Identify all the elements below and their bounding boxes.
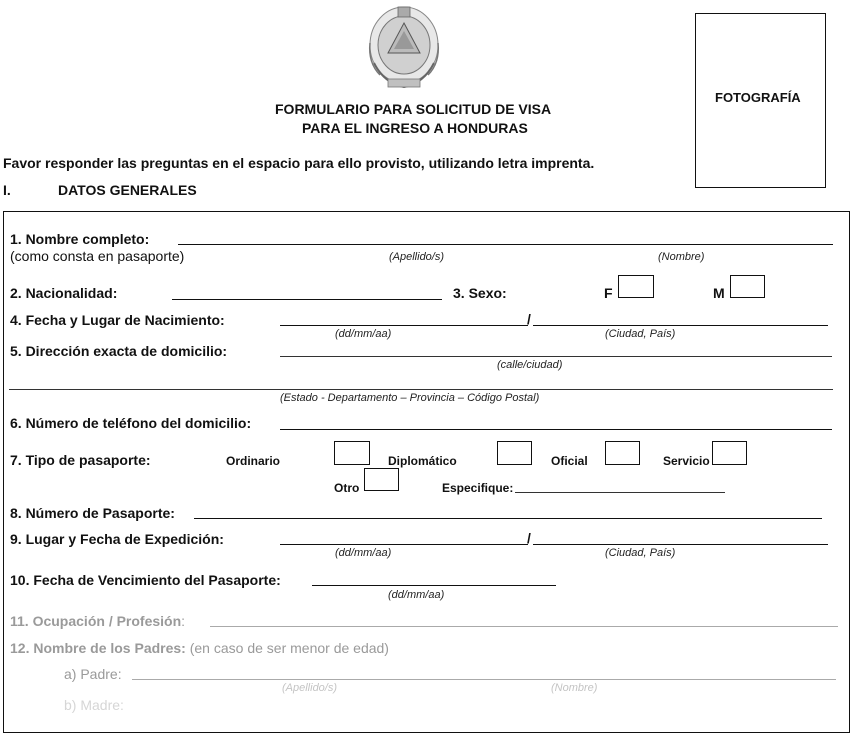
passport-type-otro-label: Otro (334, 481, 360, 495)
field-5-hint-street: (calle/ciudad) (497, 359, 563, 371)
instructions-text: Favor responder las preguntas en el espacio para ello provisto, utilizando letra imprenta. (3, 155, 595, 171)
field-1-hint-apellido: (Apellido/s) (389, 251, 445, 263)
passport-type-servicio-label: Servicio (663, 454, 710, 468)
field-10-hint-date: (dd/mm/aa) (388, 589, 445, 601)
form-title-line1: FORMULARIO PARA SOLICITUD DE VISA (275, 101, 552, 117)
passport-type-specify-line[interactable] (515, 492, 725, 493)
field-4-date-line[interactable] (280, 325, 528, 326)
sex-option-f-label: F (604, 285, 613, 301)
field-12a-label: a) Padre: (64, 666, 122, 682)
field-4-label: 4. Fecha y Lugar de Nacimiento: (10, 312, 225, 328)
field-12-label: 12. Nombre de los Padres: (en caso de ser menor de edad) (10, 640, 389, 656)
field-9-date-line[interactable] (280, 544, 528, 545)
field-2-input-line[interactable] (172, 299, 442, 300)
field-5-street-line[interactable] (280, 356, 832, 357)
field-12a-input-line[interactable] (132, 679, 836, 680)
field-5-hint-region: (Estado - Departamento – Provincia – Código Postal) (280, 392, 540, 404)
sex-f-checkbox[interactable] (618, 275, 654, 298)
field-4-hint-city: (Ciudad, País) (605, 328, 676, 340)
form-title-line2: PARA EL INGRESO A HONDURAS (302, 120, 528, 136)
passport-type-ordinario-checkbox[interactable] (334, 441, 370, 465)
field-10-label: 10. Fecha de Vencimiento del Pasaporte: (10, 572, 281, 588)
section-title: DATOS GENERALES (58, 182, 197, 198)
field-9-place-line[interactable] (533, 544, 828, 545)
passport-type-oficial-checkbox[interactable] (605, 441, 640, 465)
field-10-input-line[interactable] (312, 585, 556, 586)
field-1-input-line[interactable] (178, 244, 833, 245)
field-9-hint-date: (dd/mm/aa) (335, 547, 392, 559)
field-9-label: 9. Lugar y Fecha de Expedición: (10, 531, 224, 547)
field-8-input-line[interactable] (194, 518, 822, 519)
field-4-place-line[interactable] (533, 325, 828, 326)
field-4-hint-date: (dd/mm/aa) (335, 328, 392, 340)
photo-label: FOTOGRAFÍA (715, 90, 801, 105)
field-9-slash: / (527, 530, 531, 546)
passport-type-specify-label: Especifique: (442, 481, 514, 495)
field-1-hint-nombre: (Nombre) (658, 251, 705, 263)
coat-of-arms-emblem (364, 3, 444, 93)
sex-option-m-label: M (713, 285, 725, 301)
passport-type-otro-checkbox[interactable] (364, 468, 399, 491)
field-6-label: 6. Número de teléfono del domicilio: (10, 415, 252, 431)
field-12b-label: b) Madre: (64, 697, 124, 713)
field-6-input-line[interactable] (280, 429, 832, 430)
passport-type-servicio-checkbox[interactable] (712, 441, 747, 465)
passport-type-oficial-label: Oficial (551, 454, 588, 468)
field-11-label: 11. Ocupación / Profesión: (10, 613, 186, 629)
field-7-label: 7. Tipo de pasaporte: (10, 452, 151, 468)
passport-type-diplomatico-checkbox[interactable] (497, 441, 532, 465)
field-5-label: 5. Dirección exacta de domicilio: (10, 343, 228, 359)
sex-m-checkbox[interactable] (730, 275, 765, 298)
field-9-hint-city: (Ciudad, País) (605, 547, 676, 559)
field-2-label: 2. Nacionalidad: (10, 285, 118, 301)
field-8-label: 8. Número de Pasaporte: (10, 505, 175, 521)
passport-type-diplomatico-label: Diplomático (388, 454, 457, 468)
field-4-slash: / (527, 311, 531, 327)
field-5-region-line[interactable] (9, 389, 833, 390)
section-number: I. (3, 182, 11, 198)
field-1-sublabel: (como consta en pasaporte) (10, 248, 185, 264)
field-11-input-line[interactable] (210, 626, 838, 627)
field-3-label: 3. Sexo: (453, 285, 507, 301)
field-12a-hint-apellido: (Apellido/s) (282, 682, 338, 694)
passport-type-ordinario-label: Ordinario (226, 454, 281, 468)
field-1-label: 1. Nombre completo: (10, 231, 150, 247)
field-12a-hint-nombre: (Nombre) (551, 682, 598, 694)
